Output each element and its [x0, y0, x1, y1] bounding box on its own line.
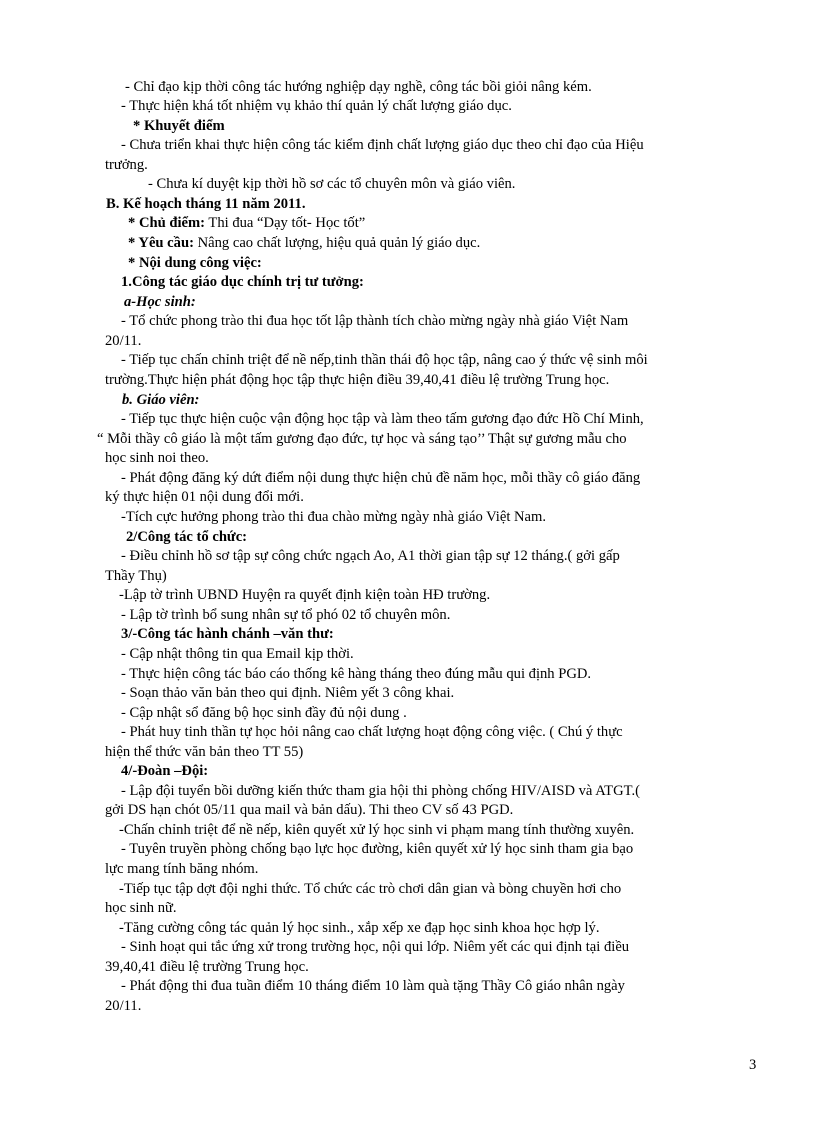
text-line: - Phát huy tinh thần tự học hỏi nâng cao chất lượng hoạt động công việc. ( Chú ý thực	[121, 724, 623, 740]
text-line: 2/Công tác tổ chức:	[126, 529, 248, 545]
text-line: - Tuyên truyền phòng chống bạo lực học đường, kiên quyết xử lý học sinh tham gia bạo	[121, 841, 634, 857]
text-line: - Lập đội tuyển bồi dưỡng kiến thức tham gia hội thi phòng chống HIV/AISD và ATGT.(	[121, 783, 640, 799]
text-line: học sinh noi theo.	[105, 450, 209, 466]
text-line: -Tiếp tục tập dợt đội nghi thức. Tổ chức các trò chơi dân gian và bòng chuyền hơi cho	[119, 881, 622, 897]
text-line: b. Giáo viên:	[122, 392, 200, 408]
text-line: hiện thể thức văn bản theo TT 55)	[105, 744, 304, 760]
text-line: 20/11.	[105, 998, 142, 1014]
line-text: Nâng cao chất lượng, hiệu quả quản lý giáo dục.	[193, 235, 481, 251]
text-line	[128, 214, 365, 232]
text-line: - Phát động đăng ký dứt điểm nội dung thực hiện chủ đề năm học, mỗi thầy cô giáo đăng	[121, 470, 641, 486]
text-line: - Tổ chức phong trào thi đua học tốt lập thành tích chào mừng ngày nhà giáo Việt Nam	[121, 313, 629, 329]
text-line: - Cập nhật thông tin qua Email kịp thời.	[121, 646, 354, 662]
text-line: * Nội dung công việc:	[128, 255, 262, 271]
text-line: - Thực hiện công tác báo cáo thống kê hàng tháng theo đúng mẫu qui định PGD.	[121, 666, 592, 682]
text-line	[128, 234, 480, 252]
text-line: “ Mỗi thầy cô giáo là một tấm gương đạo đức, tự học và sáng tạo’’ Thật sự gương mẫu cho	[97, 431, 627, 447]
text-line: -Lập tờ trình UBND Huyện ra quyết định kiện toàn HĐ trường.	[119, 587, 491, 603]
line-label: * Yêu cầu:	[128, 235, 194, 251]
text-line: - Thực hiện khá tốt nhiệm vụ khảo thí quản lý chất lượng giáo dục.	[121, 98, 512, 114]
text-line: - Điều chỉnh hồ sơ tập sự công chức ngạch Ao, A1 thời gian tập sự 12 tháng.( gởi gấp	[121, 548, 620, 564]
text-line: - Chưa triển khai thực hiện công tác kiểm định chất lượng giáo dục theo chỉ đạo của Hiệu	[121, 137, 644, 153]
text-line: B. Kế hoạch tháng 11 năm 2011.	[106, 196, 306, 212]
text-line: 39,40,41 điều lệ trường Trung học.	[105, 959, 309, 975]
page-number: 3	[749, 1057, 757, 1073]
text-line: gởi DS hạn chót 05/11 qua mail và bản dấu). Thi theo CV số 43 PGD.	[105, 802, 514, 818]
text-line: trưởng.	[105, 157, 148, 173]
text-line: học sinh nữ.	[105, 900, 177, 916]
text-line: Thầy Thụ)	[105, 568, 167, 584]
text-line: - Chỉ đạo kịp thời công tác hướng nghiệp dạy nghề, công tác bồi giỏi nâng kém.	[125, 79, 592, 95]
text-line: 3/-Công tác hành chánh –văn thư:	[121, 626, 334, 642]
text-line: - Phát động thi đua tuần điểm 10 tháng điểm 10 làm quà tặng Thầy Cô giáo nhân ngày	[121, 978, 625, 994]
text-line: - Cập nhật sổ đăng bộ học sinh đầy đủ nội dung .	[121, 705, 407, 721]
text-line: -Tích cực hưởng phong trào thi đua chào mừng ngày nhà giáo Việt Nam.	[121, 509, 547, 525]
text-line: 20/11.	[105, 333, 142, 349]
text-line: - Tiếp tục chấn chỉnh triệt để nề nếp,tinh thần thái độ học tập, nâng cao ý thức vệ sinh môi	[121, 352, 648, 368]
text-line: 1.Công tác giáo dục chính trị tư tưởng:	[121, 274, 364, 290]
line-text: Thi đua “Dạy tốt- Học tốt”	[205, 215, 366, 231]
text-line: -Tăng cường công tác quản lý học sinh., xắp xếp xe đạp học sinh khoa học hợp lý.	[119, 920, 600, 936]
text-line: - Soạn thảo văn bản theo qui định. Niêm yết 3 công khai.	[121, 685, 455, 701]
text-line: - Chưa kí duyệt kịp thời hồ sơ các tổ chuyên môn và giáo viên.	[148, 176, 516, 192]
text-line: ký thực hiện 01 nội dung đổi mới.	[105, 489, 304, 505]
text-line: - Lập tờ trình bổ sung nhân sự tổ phó 02 tổ chuyên môn.	[121, 607, 451, 623]
text-line: * Khuyết điểm	[133, 118, 225, 134]
text-line: 4/-Đoàn –Đội:	[121, 763, 209, 779]
text-line: a-Học sinh:	[124, 294, 196, 310]
text-line: trường.Thực hiện phát động học tập thực hiện điều 39,40,41 điều lệ trường Trung học.	[105, 372, 610, 388]
line-label: * Chủ điểm:	[128, 215, 206, 231]
text-line: lực mang tính băng nhóm.	[105, 861, 259, 877]
text-line: - Tiếp tục thực hiện cuộc vận động học tập và làm theo tấm gương đạo đức Hồ Chí Minh,	[121, 411, 644, 427]
text-line: -Chấn chỉnh triệt để nề nếp, kiên quyết xử lý học sinh vi phạm mang tính thường xuyên.	[119, 822, 635, 838]
text-line: - Sinh hoạt qui tắc ứng xử trong trường học, nội qui lớp. Niêm yết các qui định tại điều	[121, 939, 630, 955]
